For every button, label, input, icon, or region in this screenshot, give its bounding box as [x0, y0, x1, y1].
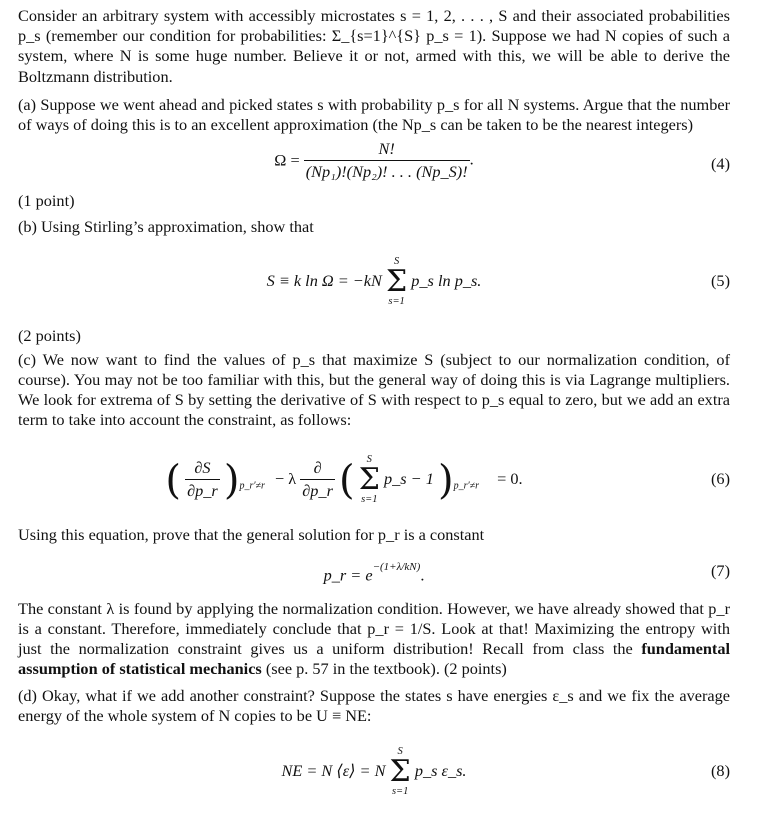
eq5-sum [386, 256, 407, 308]
intro-paragraph: Consider an arbitrary system with accessibly microstates s = 1, 2, . . . , S and their associated probabilities p_s (remember our condition for probabilities: Σ_{s=1}^{S} p_s = 1). Suppose we had N copies of such a system, where N is some huge number. Believe it or not, armed with this, we will be able to derive the Boltzmann distribution. [18, 6, 730, 86]
eq6-sum-top: S [366, 453, 372, 465]
eq6-d1-num: ∂S [185, 458, 220, 480]
part-c-text: (c) We now want to find the values of p_s that maximize S (subject to our normalization condition, of course). You may not be too familiar with this, but the general way of doing this is via Lagrange multipliers. We look for extrema of S by setting the derivative of S with respect to p_s equal to zero, but we add an extra term to take into account the constraint, as follows: [18, 349, 730, 430]
eq6-sigma: Σ [358, 461, 380, 497]
part-c-text-3 [18, 599, 730, 680]
eq7-number: (7) [711, 560, 730, 580]
eq6-sum [359, 454, 380, 506]
problem-document [18, 6, 730, 808]
part-a-points: (1 point) [18, 191, 75, 211]
eq6-sub-1: p_r′≠r [239, 479, 265, 491]
eq6-sub-2: p_r′≠r [453, 479, 480, 491]
fundamental-assumption-phrase: fundamental assumption of statistical mechanics [18, 639, 730, 679]
eq8-sum [390, 746, 411, 798]
eq4-numerator: N! [304, 139, 470, 161]
equation-4 [18, 139, 730, 189]
eq4-fraction [304, 139, 470, 182]
eq4-lhs: Ω = [274, 150, 300, 170]
eq6-d1-den: ∂p_r [187, 481, 218, 501]
equation-5 [18, 244, 730, 318]
eq5-number: (5) [711, 270, 730, 290]
eq4-tail: . [469, 149, 474, 169]
part-c-text-3-post: (see p. 57 in the textbook). (2 points) [261, 659, 507, 679]
eq6-d2-num: ∂ [300, 458, 335, 480]
eq6-derivative-1 [185, 458, 220, 501]
eq6-minus-lambda: − λ [275, 468, 297, 488]
eq6-number: (6) [711, 468, 730, 488]
eq6-paren2-open: ( [339, 456, 355, 503]
equation-7 [18, 549, 730, 593]
eq8-number: (8) [711, 761, 730, 781]
part-d-text: (d) Okay, what if we add another constraint? Suppose the states s have energies ε_s and we fix the average energy of the whole system of N copies to be U ≡ NE: [18, 685, 730, 725]
eq7-exponent: −(1+λ/kN) [372, 560, 421, 573]
equation-6 [18, 437, 730, 521]
eq8-sum-top: S [397, 746, 403, 758]
eq4-denominator: (Np₁)!(Np₂)! . . . (Np_S)! [305, 162, 468, 182]
eq4-number: (4) [711, 154, 730, 174]
eq6-derivative-2 [300, 458, 335, 501]
part-c-text-3-pre: The constant λ is found by applying the normalization condition. However, we have already showed that p_r is a constant. Therefore, immediately conclude that p_r = 1/S. Look at that! Maximizing the entropy with just the normalization constraint gives us a uniform distribution! Recall from class the [18, 598, 730, 659]
eq5-rhs: p_s ln p_s. [411, 270, 482, 290]
eq6-inner: p_s − 1 [383, 468, 434, 488]
equation-8 [18, 734, 730, 808]
eq5-sigma: Σ [385, 263, 408, 299]
part-c-text-2: Using this equation, prove that the general solution for p_r is a constant [18, 524, 485, 544]
eq6-rhs: = 0. [497, 468, 523, 488]
eq7-lhs: p_r = e [323, 565, 373, 585]
eq6-sum-bottom: s=1 [361, 493, 378, 505]
eq6-d2-den: ∂p_r [302, 481, 333, 501]
eq6-paren-open: ( [165, 456, 182, 503]
eq5-sum-bottom: s=1 [388, 295, 405, 307]
eq5-lhs: S ≡ k ln Ω = −kN [266, 270, 382, 290]
eq6-paren2-close: ) [437, 456, 454, 503]
eq7-tail: . [420, 565, 425, 585]
part-b-text: (b) Using Stirling’s approximation, show that [18, 217, 314, 237]
eq5-sum-top: S [393, 255, 400, 267]
eq8-sum-bottom: s=1 [391, 786, 409, 798]
eq8-rhs: p_s ε_s. [414, 761, 467, 781]
part-b-points: (2 points) [18, 325, 81, 345]
eq6-paren-close: ) [223, 456, 240, 503]
part-a-text: (a) Suppose we went ahead and picked states s with probability p_s for all N systems. Argue that the number of ways of doing this is to an excellent approximation (the Np_s can be taken to be the nearest integers) [18, 94, 730, 135]
eq8-lhs: NE = N ⟨ε⟩ = N [281, 761, 386, 781]
eq8-sigma: Σ [389, 754, 411, 790]
